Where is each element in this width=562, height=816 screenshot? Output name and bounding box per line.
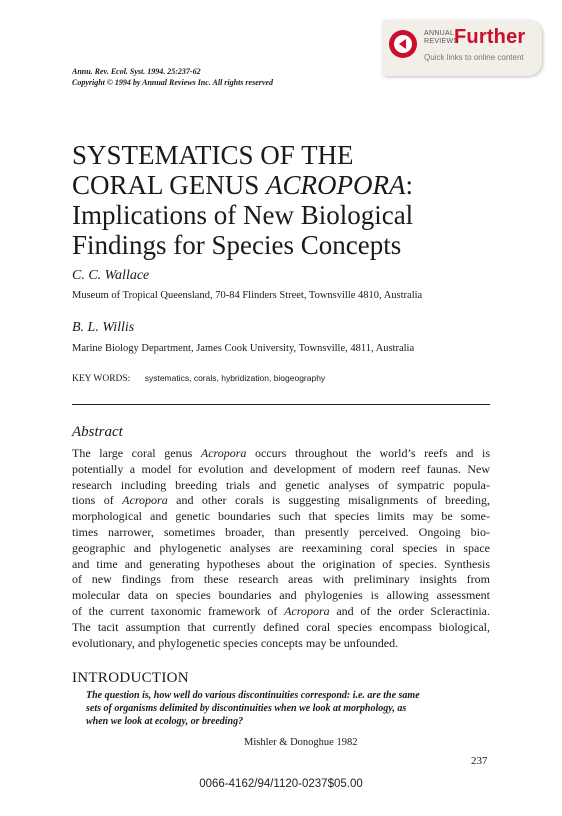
abstract-line: times narrower, sometimes broader, than presently perceived. Ongoing bio- (72, 524, 490, 539)
abstract-line: molecular data on species boundaries and phylogenies is allowing assessment (72, 588, 490, 603)
abstract-line: morphological and genetic boundaries such that species limits may be some- (72, 509, 490, 524)
abstract-line: The tacit assumption that currently defined coral species encompass biological, (72, 619, 490, 634)
epigraph (86, 689, 486, 728)
introduction-heading: INTRODUCTION (72, 670, 189, 686)
article-title (72, 140, 492, 260)
epigraph-attribution: Mishler & Donoghue 1982 (244, 737, 358, 748)
abstract-line: of the current taxonomic framework of Acropora and of the order Scleractinia. (72, 603, 490, 618)
epigraph-line: The question is, how well do various discontinuities correspond: i.e. are the same (86, 690, 420, 701)
epigraph-line: when we look at ecology, or breeding? (86, 716, 244, 727)
section-divider (72, 404, 490, 405)
abstract-line: The large coral genus Acropora occurs throughout the world’s reefs and is (72, 446, 490, 460)
journal-citation: Annu. Rev. Ecol. Syst. 1994. 25:237-62 (72, 67, 201, 76)
badge-annual: ANNUAL (424, 30, 455, 37)
journal-copyright: Copyright © 1994 by Annual Reviews Inc. All rights reserved (72, 78, 273, 87)
title-genus: ACROPORA (266, 170, 406, 200)
further-badge[interactable] (382, 20, 542, 76)
abstract-line: geographic and phylogenetic analyses are reexamining coral species in space (72, 540, 490, 555)
epigraph-line: sets of organisms delimited by discontinuities when we look at morphology, as (86, 703, 407, 714)
author-affiliation: Museum of Tropical Queensland, 70-84 Flinders Street, Townsville 4810, Australia (72, 290, 423, 301)
genus-name: Acropora (200, 446, 247, 460)
title-line-2-prefix: CORAL GENUS (72, 170, 267, 200)
author-affiliation: Marine Biology Department, James Cook University, Townsville, 4811, Australia (72, 343, 415, 354)
title-line-2-suffix: : (405, 170, 414, 200)
badge-subtitle: Quick links to online content (424, 53, 524, 62)
title-line-3: Implications of New Biological (72, 200, 414, 230)
title-line-4: Findings for Species Concepts (72, 230, 402, 260)
abstract-line: research including breeding trials and genetic analyses of sympatric popula- (72, 477, 490, 492)
abstract-line: tions of Acropora and other corals is suggesting misalignments of breeding, (72, 493, 490, 508)
abstract-line: and time and generating hypotheses about the origination of species. Synthesis (72, 556, 490, 571)
abstract-line: of new findings from these research areas with preliminary insights from (72, 572, 490, 587)
title-line-2 (72, 170, 492, 200)
keywords (72, 373, 325, 384)
abstract-body (72, 446, 490, 651)
play-arrow-icon (389, 30, 417, 58)
author-name: B. L. Willis (72, 320, 135, 335)
badge-further: Further (454, 26, 526, 48)
page-number: 237 (471, 755, 488, 767)
keywords-label: KEY WORDS: (72, 374, 131, 384)
abstract-line: potentially a model for evolution and development of modern reef faunas. New (72, 461, 490, 476)
abstract-heading: Abstract (72, 424, 123, 440)
keywords-values: systematics, corals, hybridization, biogeography (144, 373, 326, 383)
abstract-line: evolutionary, and phylogenetic species concepts may be unfounded. (72, 635, 399, 650)
badge-reviews: REVIEWS (424, 38, 459, 45)
genus-name: Acropora (122, 493, 168, 508)
footer-code: 0066-4162/94/1120-0237$05.00 (199, 778, 363, 790)
title-line-1: SYSTEMATICS OF THE (72, 140, 354, 170)
genus-name: Acropora (284, 603, 330, 618)
author-name: C. C. Wallace (72, 268, 150, 283)
